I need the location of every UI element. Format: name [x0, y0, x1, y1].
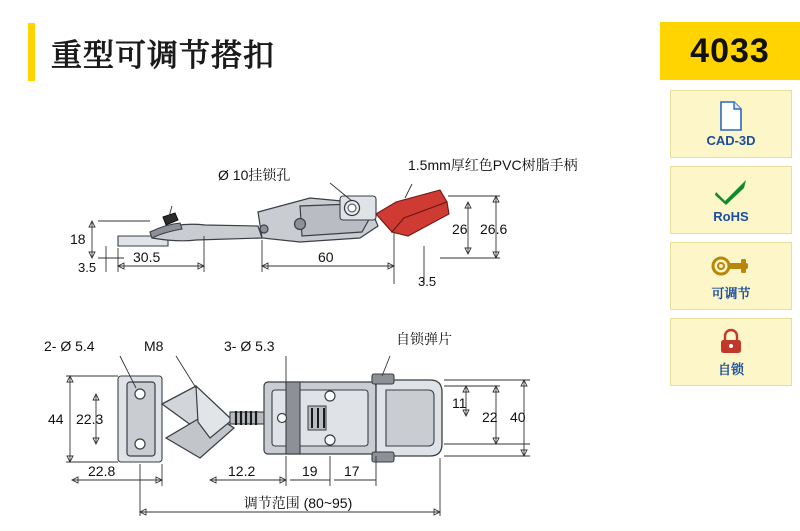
badge-self-lock-label: 自锁: [717, 361, 744, 377]
dim-18: 18: [70, 231, 86, 247]
dim-3-5-right: 3.5: [418, 274, 437, 289]
badge-self-lock[interactable]: [670, 318, 792, 386]
wrench-icon: [711, 251, 751, 281]
dim-22: 22: [482, 409, 498, 425]
callout-pvc-handle: 1.5mm厚红色PVC树脂手柄: [408, 157, 578, 173]
side-view-drawing: [70, 157, 578, 289]
label-adjust-range: 调节范围 (80~95): [243, 495, 353, 511]
badge-cad-3d-label: CAD-3D: [706, 132, 756, 148]
page-title-text: 重型可调节搭扣: [51, 37, 275, 73]
dim-26: 26: [452, 221, 468, 237]
dim-3-5-left: 3.5: [78, 260, 97, 275]
badge-adjustable-label: 可调节: [711, 285, 751, 301]
dim-22-8: 22.8: [88, 463, 116, 479]
dim-11: 11: [452, 395, 467, 411]
dim-12-2: 12.2: [228, 463, 256, 479]
badge-rohs-label: RoHS: [713, 208, 749, 224]
top-view-drawing: [44, 331, 530, 516]
callout-thread-m8: M8: [144, 338, 164, 354]
dim-44: 44: [48, 411, 64, 427]
dim-60: 60: [318, 249, 334, 265]
lock-icon: [718, 327, 744, 357]
dim-26-6: 26.6: [480, 221, 508, 237]
callout-padlock-hole: Ø 10挂锁孔: [218, 167, 291, 183]
dim-17: 17: [344, 463, 360, 479]
badge-rohs[interactable]: [670, 166, 792, 234]
dim-22-3: 22.3: [76, 411, 104, 427]
callout-hole-5-3: 3- Ø 5.3: [224, 338, 275, 354]
dim-40: 40: [510, 409, 526, 425]
technical-drawing: [0, 86, 670, 531]
callout-hole-5-4: 2- Ø 5.4: [44, 338, 95, 354]
badge-column: [670, 90, 790, 386]
badge-cad-3d[interactable]: [670, 90, 792, 158]
callout-self-lock-spring: 自锁弹片: [396, 331, 452, 347]
badge-adjustable[interactable]: [670, 242, 792, 310]
checkmark-icon: [714, 177, 748, 207]
dim-19: 19: [302, 463, 318, 479]
document-icon: [718, 101, 744, 131]
title-accent-bar: [28, 23, 35, 81]
product-code-badge: 4033: [660, 22, 800, 80]
page-title: [28, 22, 275, 82]
dim-30-5: 30.5: [133, 249, 161, 265]
